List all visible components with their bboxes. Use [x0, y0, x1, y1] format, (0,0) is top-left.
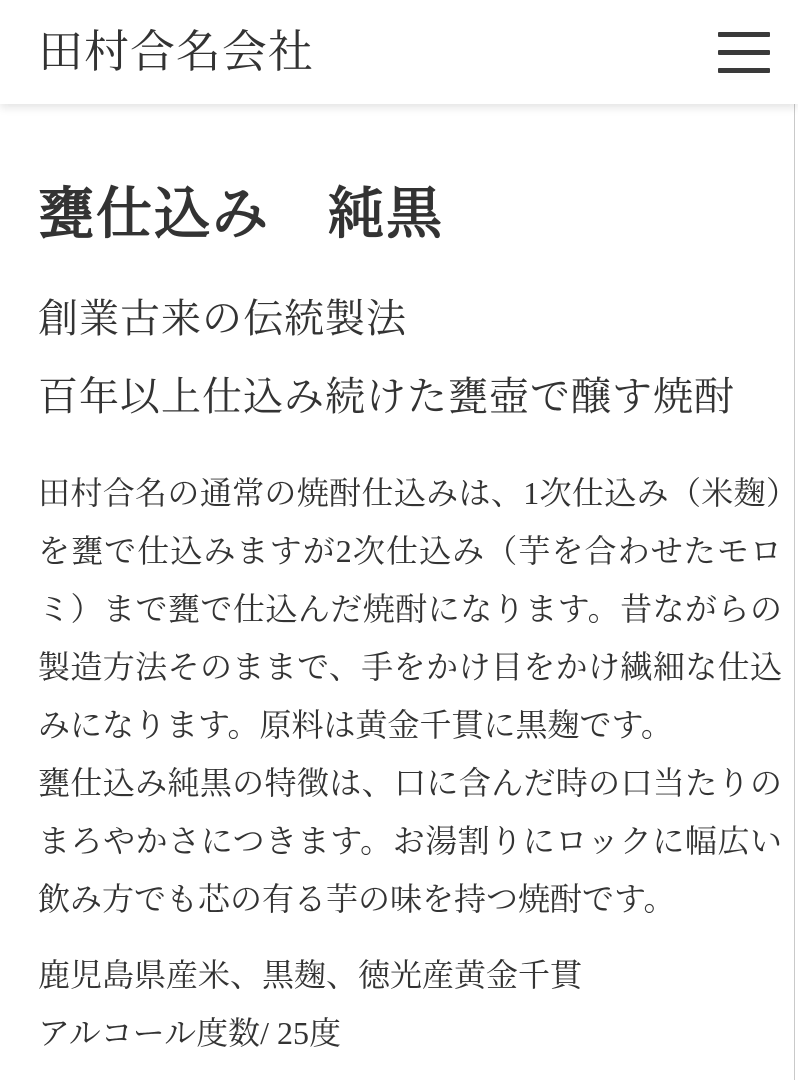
product-ingredients: 鹿児島県産米、黒麹、徳光産黄金千貫	[38, 957, 583, 993]
product-alcohol-content: アルコール度数/ 25度	[38, 1015, 341, 1051]
app-header	[0, 0, 798, 104]
company-logo-text[interactable]: 田村合名会社	[38, 26, 315, 77]
product-description-paragraph-1: 田村合名の通常の焼酎仕込みは、1次仕込み（米麹）を甕で仕込みますが2次仕込み（芋を合わせたモロミ）まで甕で仕込んだ焼酎になります。昔ながらの製造方法そのままで、手をかけ目をかけ繊細な仕込みになります。原料は黄金千貫に黒麹です。	[38, 475, 782, 743]
menu-button[interactable]	[718, 32, 770, 73]
product-title: 甕仕込み 純黒	[38, 184, 444, 246]
product-description-paragraph-2: 甕仕込み純黒の特徴は、口に含んだ時の口当たりのまろやかさにつきます。お湯割りにロックに幅広い飲み方でも芯の有る芋の味を持つ焼酎です。	[38, 765, 782, 917]
hamburger-icon	[718, 32, 770, 73]
product-specs	[38, 946, 782, 1062]
product-tagline-line-2: 百年以上仕込み続けた甕壺で醸す焼酎	[38, 374, 735, 419]
product-tagline-line-1: 創業古来の伝統製法	[38, 296, 407, 341]
product-tagline	[38, 280, 782, 436]
hamburger-bar	[718, 50, 770, 55]
product-description	[38, 464, 782, 928]
hamburger-bar	[718, 32, 770, 37]
product-page	[0, 182, 798, 1062]
hamburger-bar	[718, 68, 770, 73]
